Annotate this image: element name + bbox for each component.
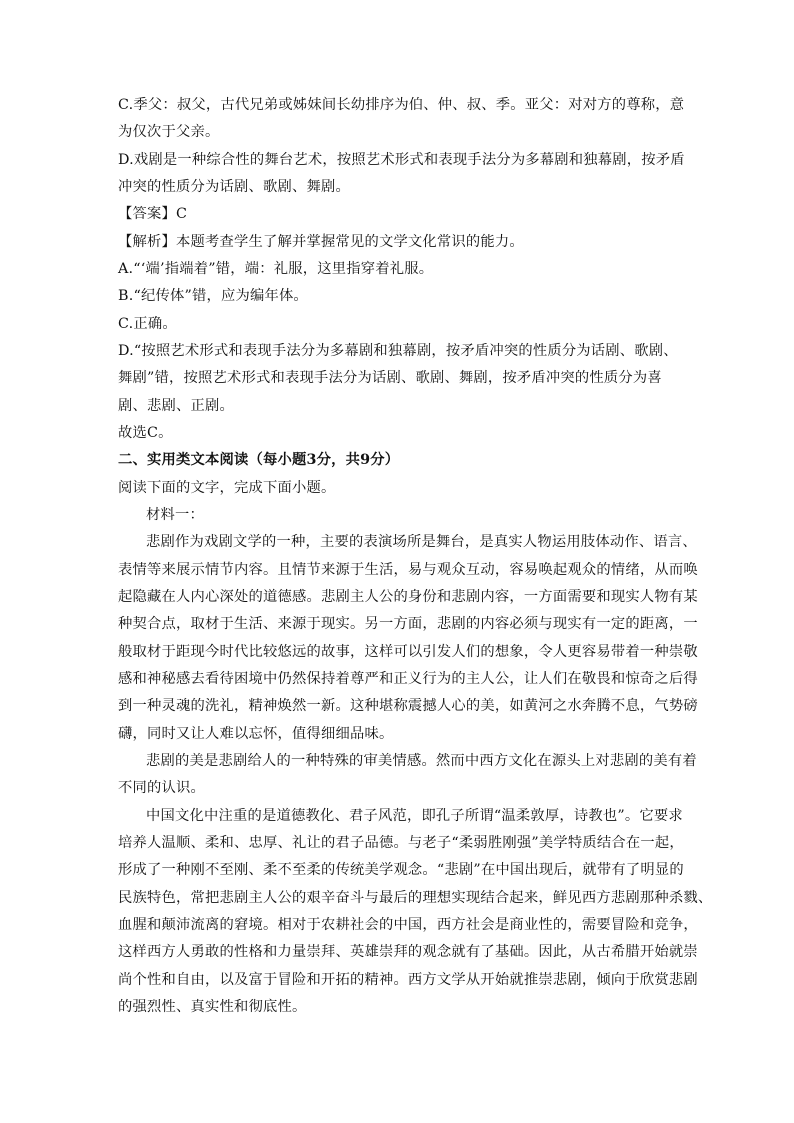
paragraph-line: 的强烈性、真实性和彻底性。 bbox=[118, 999, 307, 1015]
analysis-d-line-2: 舞剧”错，按照艺术形式和表现手法分为话剧、歌剧、舞剧，按矛盾冲突的性质分为喜 bbox=[118, 370, 662, 386]
option-d-line-2: 冲突的性质分为话剧、歌剧、舞剧。 bbox=[118, 179, 350, 195]
paragraph-line: 感和神秘感去看待困境中仍然保持着尊严和正义行为的主人公，让人们在敬畏和惊奇之后得 bbox=[118, 671, 698, 687]
option-c-line-2: 为仅次于父亲。 bbox=[118, 124, 220, 140]
option-d-line-1: D.戏剧是一种综合性的舞台艺术，按照艺术形式和表现手法分为多幕剧和独幕剧，按矛盾 bbox=[118, 152, 685, 168]
section-heading: 二、实用类文本阅读（每小题3分，共9分） bbox=[118, 452, 400, 468]
paragraph-line: 种契合点，取材于生活、来源于现实。另一方面，悲剧的内容必须与现实有一定的距离，一 bbox=[118, 616, 698, 632]
paragraph-line: 形成了一种刚不至刚、柔不至柔的传统美学观念。“悲剧”在中国出现后，就带有了明显的 bbox=[118, 862, 684, 878]
paragraph-line: 这样西方人勇敢的性格和力量崇拜、英雄崇拜的观念就有了基础。因此，从古希腊开始就崇 bbox=[118, 944, 698, 960]
paragraph-line: 血腥和颠沛流离的窘境。相对于农耕社会的中国，西方社会是商业性的，需要冒险和竞争， bbox=[118, 917, 698, 933]
paragraph-line: 悲剧作为戏剧文学的一种，主要的表演场所是舞台，是真实人物运用肢体动作、语言、 bbox=[146, 534, 697, 550]
analysis-b: B.“纪传体”错，应为编年体。 bbox=[118, 288, 308, 304]
instruction-line: 阅读下面的文字，完成下面小题。 bbox=[118, 480, 336, 496]
analysis-a: A.“‘端’指端着”错，端：礼服，这里指穿着礼服。 bbox=[118, 261, 434, 277]
paragraph-line: 悲剧的美是悲剧给人的一种特殊的审美情感。然而中西方文化在源头上对悲剧的美有着 bbox=[146, 753, 697, 769]
paragraph-line: 起隐藏在人内心深处的道德感。悲剧主人公的身份和悲剧内容，一方面需要和现实人物有某 bbox=[118, 589, 698, 605]
paragraph-line: 不同的认识。 bbox=[118, 780, 205, 796]
paragraph-line: 般取材于距现今时代比较悠远的故事，这样可以引发人们的想象，令人更容易带着一种崇敬 bbox=[118, 644, 698, 660]
paragraph-line: 礴，同时又让人难以忘怀，值得细细品味。 bbox=[118, 726, 394, 742]
choice-line: 故选C。 bbox=[118, 425, 173, 441]
analysis-c: C.正确。 bbox=[118, 316, 177, 332]
answer-line: 【答案】C bbox=[118, 206, 188, 222]
paragraph-line: 民族特色，常把悲剧主人公的艰辛奋斗与最后的理想实现结合起来，鲜见西方悲剧那种杀戮、 bbox=[118, 890, 713, 906]
analysis-d-line-3: 剧、悲剧、正剧。 bbox=[118, 398, 234, 414]
analysis-d-line-1: D.“按照艺术形式和表现手法分为多幕剧和独幕剧，按矛盾冲突的性质分为话剧、歌剧、 bbox=[118, 343, 678, 359]
paragraph-line: 中国文化中注重的是道德教化、君子风范，即孔子所谓“温柔敦厚，诗教也”。它要求 bbox=[146, 808, 683, 824]
paragraph-line: 到一种灵魂的洗礼，精神焕然一新。这种堪称震撼人心的美，如黄河之水奔腾不息，气势磅 bbox=[118, 698, 698, 714]
option-c-line-1: C.季父：叔父，古代兄弟或姊妹间长幼排序为伯、仲、叔、季。亚父：对对方的尊称，意 bbox=[118, 97, 685, 113]
material-label: 材料一： bbox=[146, 507, 204, 523]
paragraph-line: 尚个性和自由，以及富于冒险和开拓的精神。西方文学从开始就推崇悲剧，倾向于欣赏悲剧 bbox=[118, 972, 698, 988]
analysis-heading: 【解析】本题考查学生了解并掌握常见的文学文化常识的能力。 bbox=[118, 234, 524, 250]
paragraph-line: 表情等来展示情节内容。且情节来源于生活，易与观众互动，容易唤起观众的情绪，从而唤 bbox=[118, 562, 698, 578]
paragraph-line: 培养人温顺、柔和、忠厚、礼让的君子品德。与老子“柔弱胜刚强”美学特质结合在一起， bbox=[118, 835, 684, 851]
